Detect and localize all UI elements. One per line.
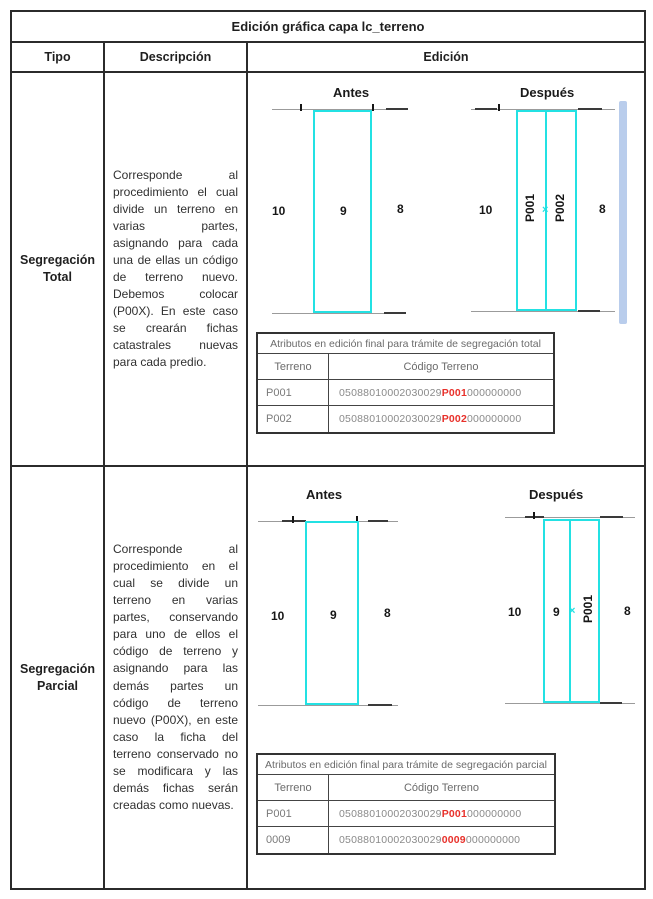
boundary-line-top-dark: [600, 516, 623, 518]
tick-mark: [292, 516, 294, 523]
codigo-terreno-value: [329, 827, 554, 853]
attributes-table-header: [258, 354, 553, 380]
parcel-label-9: 9: [340, 204, 347, 218]
tick-mark: [372, 104, 374, 111]
tipo-segregacion-total: Segregación Total: [12, 73, 105, 465]
column-header-row: [12, 43, 644, 73]
parcel-label-8: 8: [599, 202, 606, 216]
parcel-label-p002: P002: [553, 193, 567, 223]
boundary-line-top-dark: [282, 520, 306, 522]
terreno-value: P001: [258, 801, 329, 826]
row-segregacion-total: [12, 73, 644, 467]
column-header-edicion: Edición: [423, 50, 469, 64]
parcel-label-10: 10: [272, 204, 286, 218]
table-row: [258, 827, 554, 853]
despues-heading: Después: [520, 85, 575, 100]
header-codigo-terreno: Código Terreno: [403, 360, 479, 373]
descripcion-text: Corresponde al procedimiento en el cual se divide un terreno en varias partes, conservando para uno de ellos el código de terreno y asignando para las demás partes un código de terreno nuevo (P00X), en este caso la ficha del terreno conservado no se modificara y las demás fichas serán creadas como nuevas.: [113, 542, 238, 812]
edicion-segregacion-total: [248, 73, 644, 465]
parcel-label-8: 8: [624, 604, 631, 618]
terreno-value: P001: [258, 380, 329, 405]
parcel-label-10: 10: [271, 609, 285, 623]
column-header-descripcion: Descripción: [105, 43, 248, 71]
boundary-line-top-dark: [386, 108, 408, 110]
code-prefix: 05088010002030029: [339, 386, 442, 399]
code-highlight: P001: [441, 386, 468, 399]
code-prefix: 05088010002030029: [339, 807, 442, 820]
boundary-line-bottom-dark: [600, 702, 622, 704]
parcel-label-p001: P001: [523, 193, 537, 223]
parcel-label-8: 8: [384, 606, 391, 620]
boundary-line-top-dark: [368, 520, 388, 522]
code-highlight: P002: [441, 413, 468, 425]
table-row: [258, 801, 554, 827]
boundary-line-bottom-dark: [578, 310, 600, 312]
code-prefix: 05088010002030029: [339, 834, 442, 846]
parcel-label-10: 10: [508, 605, 522, 619]
code-highlight: P001: [441, 807, 468, 820]
tick-mark: [533, 512, 535, 519]
descripcion-segregacion-parcial: [105, 467, 248, 888]
codigo-terreno-value: [329, 380, 553, 405]
codigo-terreno-value: [329, 801, 554, 826]
boundary-line-bottom-dark: [384, 312, 406, 314]
boundary-line-bottom-dark: [368, 704, 392, 706]
tick-mark: [300, 104, 302, 111]
tipo-segregacion-parcial: Segregación Parcial: [12, 467, 105, 888]
antes-heading: Antes: [333, 85, 370, 100]
vertex-marker-icon: ×: [542, 204, 549, 216]
edicion-segregacion-parcial: [248, 467, 644, 888]
antes-heading: Antes: [306, 487, 343, 502]
boundary-line-top-dark: [578, 108, 602, 110]
code-suffix: 000000000: [465, 834, 521, 846]
blue-highlight-bar: [619, 101, 627, 324]
main-table: [10, 10, 646, 890]
attributes-table-title: Atributos en edición final para trámite de segregación total: [258, 334, 553, 354]
parcel-label-9: 9: [553, 605, 560, 619]
row-segregacion-parcial: [12, 467, 644, 888]
descripcion-segregacion-total: [105, 73, 248, 465]
attributes-table-title: Atributos en edición final para trámite de segregación parcial: [258, 755, 554, 775]
attributes-table-total: [256, 332, 555, 434]
column-header-tipo: Tipo: [12, 43, 105, 71]
code-suffix: 000000000: [467, 413, 522, 425]
descripcion-text: Corresponde al procedimiento el cual divide un terreno en varias partes, asignando para cada una de ellas un código de terreno nuevo. Debemos colocar (P00X). En este caso se crearán fichas catastrales nuevas para cada predio.: [113, 167, 238, 370]
attributes-table-parcial: [256, 753, 556, 855]
table-title-text: Edición gráfica capa lc_terreno: [231, 19, 425, 34]
header-terreno: Terreno: [258, 775, 329, 800]
vertex-marker-icon: ×: [569, 605, 576, 617]
header-codigo-terreno: Código Terreno: [403, 781, 479, 794]
terreno-value: P002: [258, 406, 329, 432]
code-suffix: 000000000: [467, 807, 522, 820]
parcel-label-9: 9: [330, 608, 337, 622]
parcel-label-p001: P001: [581, 594, 595, 624]
terreno-value: 0009: [258, 827, 329, 853]
table-title: [12, 12, 644, 43]
table-row: [258, 406, 553, 432]
parcel-label-8: 8: [397, 202, 404, 216]
codigo-terreno-value: [329, 406, 553, 432]
tick-mark: [498, 104, 500, 111]
attributes-table-header: [258, 775, 554, 801]
table-row: [258, 380, 553, 406]
code-highlight: 0009: [441, 834, 466, 846]
boundary-line-top-dark: [475, 108, 497, 110]
parcel-label-10: 10: [479, 203, 493, 217]
despues-heading: Después: [529, 487, 584, 502]
code-prefix: 05088010002030029: [339, 413, 442, 425]
code-suffix: 000000000: [467, 386, 522, 399]
header-terreno: Terreno: [258, 354, 329, 379]
